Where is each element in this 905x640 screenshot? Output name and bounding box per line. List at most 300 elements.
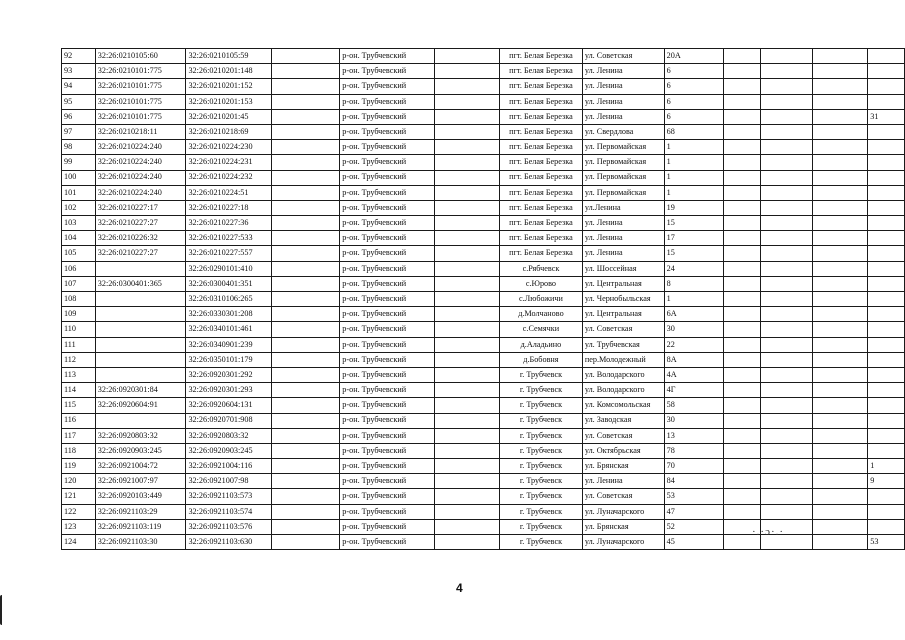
house-number-cell: 17 [664,231,723,246]
blank-cell-3 [724,413,761,428]
blank-cell-3 [724,231,761,246]
settlement-cell: г. Трубчевск [500,398,583,413]
extra-value-cell [868,367,905,382]
table-row [62,322,905,337]
row-number-cell: 104 [62,231,96,246]
extra-value-cell [868,307,905,322]
blank-cell-5 [812,231,867,246]
extra-value-cell [868,140,905,155]
blank-cell-4 [760,49,812,64]
extra-value-cell [868,79,905,94]
settlement-cell: г. Трубчевск [500,413,583,428]
settlement-cell: с.Любожичи [500,292,583,307]
cadastral-number-cell: 32:26:0210201:148 [186,64,272,79]
extra-value-cell [868,504,905,519]
blank-cell-1 [272,49,340,64]
blank-cell-5 [812,367,867,382]
row-number-cell: 92 [62,49,96,64]
blank-cell-3 [724,79,761,94]
blank-cell-5 [812,519,867,534]
old-cadastral-number-cell: 32:26:0210227:17 [95,200,186,215]
house-number-cell: 1 [664,170,723,185]
old-cadastral-number-cell: 32:26:0210101:775 [95,79,186,94]
cadastral-number-cell: 32:26:0290101:410 [186,261,272,276]
blank-cell-5 [812,474,867,489]
district-cell: р-он. Трубчевский [340,155,435,170]
row-number-cell: 118 [62,443,96,458]
table-row [62,292,905,307]
old-cadastral-number-cell [95,261,186,276]
scan-edge-artifact [0,595,5,625]
blank-cell-5 [812,261,867,276]
cadastral-number-cell: 32:26:0921103:576 [186,519,272,534]
street-cell: ул. Трубчевская [582,337,664,352]
settlement-cell: д.Аладьино [500,337,583,352]
blank-cell-4 [760,276,812,291]
blank-cell-1 [272,79,340,94]
property-register-table [61,48,905,550]
street-cell: ул. Комсомольская [582,398,664,413]
blank-cell-3 [724,489,761,504]
blank-cell-4 [760,109,812,124]
extra-value-cell [868,352,905,367]
scan-artifact: ·.·ɔ·.· [752,526,785,538]
old-cadastral-number-cell: 32:26:0921103:30 [95,535,186,550]
cadastral-number-cell: 32:26:0210224:230 [186,140,272,155]
blank-cell-3 [724,216,761,231]
blank-cell-5 [812,124,867,139]
blank-cell-2 [434,474,499,489]
blank-cell-1 [272,398,340,413]
row-number-cell: 99 [62,155,96,170]
cadastral-number-cell: 32:26:0210227:18 [186,200,272,215]
street-cell: пер.Молодежный [582,352,664,367]
blank-cell-4 [760,155,812,170]
street-cell: ул. Ленина [582,109,664,124]
blank-cell-1 [272,413,340,428]
table-row [62,276,905,291]
cadastral-number-cell: 32:26:0920301:292 [186,367,272,382]
blank-cell-2 [434,307,499,322]
blank-cell-1 [272,140,340,155]
blank-cell-2 [434,94,499,109]
blank-cell-3 [724,474,761,489]
blank-cell-2 [434,79,499,94]
table-row [62,216,905,231]
settlement-cell: пгт. Белая Березка [500,246,583,261]
extra-value-cell [868,170,905,185]
old-cadastral-number-cell: 32:26:0210224:240 [95,170,186,185]
blank-cell-2 [434,246,499,261]
district-cell: р-он. Трубчевский [340,322,435,337]
table-row [62,109,905,124]
blank-cell-4 [760,307,812,322]
settlement-cell: д.Бобовня [500,352,583,367]
blank-cell-5 [812,352,867,367]
street-cell: ул. Свердлова [582,124,664,139]
house-number-cell: 6А [664,307,723,322]
street-cell: ул. Первомайская [582,170,664,185]
extra-value-cell: 1 [868,459,905,474]
blank-cell-1 [272,246,340,261]
blank-cell-5 [812,535,867,550]
cadastral-number-cell: 32:26:0921103:630 [186,535,272,550]
extra-value-cell [868,428,905,443]
blank-cell-5 [812,459,867,474]
row-number-cell: 106 [62,261,96,276]
old-cadastral-number-cell: 32:26:0210105:60 [95,49,186,64]
house-number-cell: 8А [664,352,723,367]
blank-cell-4 [760,170,812,185]
house-number-cell: 4А [664,367,723,382]
table-row [62,459,905,474]
blank-cell-1 [272,504,340,519]
house-number-cell: 15 [664,246,723,261]
extra-value-cell [868,519,905,534]
cadastral-number-cell: 32:26:0210218:69 [186,124,272,139]
blank-cell-3 [724,155,761,170]
district-cell: р-он. Трубчевский [340,337,435,352]
blank-cell-3 [724,109,761,124]
table-row [62,185,905,200]
blank-cell-4 [760,337,812,352]
blank-cell-4 [760,200,812,215]
blank-cell-4 [760,443,812,458]
cadastral-number-cell: 32:26:0210224:232 [186,170,272,185]
blank-cell-4 [760,413,812,428]
blank-cell-4 [760,124,812,139]
street-cell: ул. Центральная [582,276,664,291]
old-cadastral-number-cell [95,292,186,307]
street-cell: ул. Первомайская [582,185,664,200]
house-number-cell: 68 [664,124,723,139]
street-cell: ул. Советская [582,428,664,443]
house-number-cell: 30 [664,322,723,337]
blank-cell-4 [760,79,812,94]
district-cell: р-он. Трубчевский [340,474,435,489]
blank-cell-3 [724,307,761,322]
blank-cell-1 [272,459,340,474]
old-cadastral-number-cell: 32:26:0210101:775 [95,64,186,79]
house-number-cell: 22 [664,337,723,352]
table-row [62,307,905,322]
blank-cell-3 [724,428,761,443]
blank-cell-1 [272,383,340,398]
blank-cell-2 [434,459,499,474]
blank-cell-5 [812,489,867,504]
blank-cell-3 [724,443,761,458]
row-number-cell: 107 [62,276,96,291]
street-cell: ул. Первомайская [582,140,664,155]
extra-value-cell: 31 [868,109,905,124]
cadastral-number-cell: 32:26:0920604:131 [186,398,272,413]
row-number-cell: 116 [62,413,96,428]
blank-cell-2 [434,504,499,519]
district-cell: р-он. Трубчевский [340,231,435,246]
table-row [62,383,905,398]
blank-cell-2 [434,367,499,382]
cadastral-number-cell: 32:26:0210224:51 [186,185,272,200]
extra-value-cell [868,383,905,398]
row-number-cell: 110 [62,322,96,337]
street-cell: ул. Ленина [582,246,664,261]
street-cell: ул. Центральная [582,307,664,322]
table-row [62,367,905,382]
cadastral-number-cell: 32:26:0350101:179 [186,352,272,367]
street-cell: ул. Луначарского [582,504,664,519]
settlement-cell: пгт. Белая Березка [500,79,583,94]
blank-cell-3 [724,292,761,307]
district-cell: р-он. Трубчевский [340,519,435,534]
blank-cell-4 [760,261,812,276]
blank-cell-1 [272,535,340,550]
house-number-cell: 15 [664,216,723,231]
extra-value-cell [868,49,905,64]
district-cell: р-он. Трубчевский [340,535,435,550]
table-row [62,413,905,428]
cadastral-number-cell: 32:26:0210224:231 [186,155,272,170]
blank-cell-2 [434,443,499,458]
extra-value-cell [868,398,905,413]
district-cell: р-он. Трубчевский [340,383,435,398]
table-body [62,49,905,550]
cadastral-number-cell: 32:26:0330301:208 [186,307,272,322]
house-number-cell: 1 [664,185,723,200]
district-cell: р-он. Трубчевский [340,367,435,382]
old-cadastral-number-cell [95,367,186,382]
blank-cell-1 [272,292,340,307]
table-row [62,443,905,458]
house-number-cell: 47 [664,504,723,519]
district-cell: р-он. Трубчевский [340,140,435,155]
street-cell: ул. Советская [582,49,664,64]
blank-cell-2 [434,428,499,443]
old-cadastral-number-cell: 32:26:0920301:84 [95,383,186,398]
cadastral-number-cell: 32:26:0210227:533 [186,231,272,246]
blank-cell-3 [724,322,761,337]
blank-cell-5 [812,49,867,64]
old-cadastral-number-cell: 32:26:0210226:32 [95,231,186,246]
old-cadastral-number-cell: 32:26:0210101:775 [95,109,186,124]
street-cell: ул. Советская [582,489,664,504]
cadastral-number-cell: 32:26:0210105:59 [186,49,272,64]
blank-cell-4 [760,246,812,261]
page-number: 4 [456,581,463,595]
blank-cell-2 [434,383,499,398]
table-row [62,474,905,489]
blank-cell-2 [434,140,499,155]
blank-cell-4 [760,140,812,155]
street-cell: ул. Ленина [582,94,664,109]
street-cell: ул. Ленина [582,216,664,231]
cadastral-number-cell: 32:26:0921103:573 [186,489,272,504]
cadastral-number-cell: 32:26:0340101:461 [186,322,272,337]
blank-cell-2 [434,64,499,79]
cadastral-number-cell: 32:26:0210227:36 [186,216,272,231]
extra-value-cell [868,94,905,109]
settlement-cell: пгт. Белая Березка [500,49,583,64]
old-cadastral-number-cell: 32:26:0920103:449 [95,489,186,504]
street-cell: ул. Володарского [582,367,664,382]
blank-cell-2 [434,276,499,291]
table-row [62,49,905,64]
district-cell: р-он. Трубчевский [340,64,435,79]
house-number-cell: 6 [664,94,723,109]
cadastral-number-cell: 32:26:0300401:351 [186,276,272,291]
extra-value-cell [868,443,905,458]
extra-value-cell [868,489,905,504]
house-number-cell: 1 [664,292,723,307]
blank-cell-2 [434,200,499,215]
settlement-cell: г. Трубчевск [500,459,583,474]
old-cadastral-number-cell: 32:26:0210227:27 [95,246,186,261]
extra-value-cell [868,322,905,337]
house-number-cell: 19 [664,200,723,215]
table-row [62,94,905,109]
table-row [62,337,905,352]
old-cadastral-number-cell: 32:26:0210101:775 [95,94,186,109]
blank-cell-3 [724,200,761,215]
blank-cell-5 [812,443,867,458]
district-cell: р-он. Трубчевский [340,413,435,428]
row-number-cell: 93 [62,64,96,79]
blank-cell-4 [760,489,812,504]
house-number-cell: 1 [664,155,723,170]
blank-cell-3 [724,504,761,519]
cadastral-number-cell: 32:26:0920701:908 [186,413,272,428]
blank-cell-5 [812,140,867,155]
blank-cell-3 [724,94,761,109]
table-row [62,428,905,443]
blank-cell-5 [812,413,867,428]
blank-cell-3 [724,383,761,398]
settlement-cell: пгт. Белая Березка [500,64,583,79]
blank-cell-3 [724,124,761,139]
old-cadastral-number-cell [95,352,186,367]
district-cell: р-он. Трубчевский [340,261,435,276]
blank-cell-4 [760,94,812,109]
blank-cell-1 [272,443,340,458]
blank-cell-1 [272,64,340,79]
old-cadastral-number-cell: 32:26:0210224:240 [95,155,186,170]
row-number-cell: 115 [62,398,96,413]
settlement-cell: с.Рябчевск [500,261,583,276]
district-cell: р-он. Трубчевский [340,489,435,504]
cadastral-number-cell: 32:26:0920301:293 [186,383,272,398]
blank-cell-3 [724,246,761,261]
blank-cell-2 [434,185,499,200]
blank-cell-4 [760,504,812,519]
extra-value-cell [868,231,905,246]
table-row [62,398,905,413]
blank-cell-5 [812,428,867,443]
blank-cell-1 [272,337,340,352]
blank-cell-3 [724,459,761,474]
district-cell: р-он. Трубчевский [340,428,435,443]
house-number-cell: 6 [664,109,723,124]
blank-cell-1 [272,109,340,124]
blank-cell-4 [760,398,812,413]
settlement-cell: г. Трубчевск [500,428,583,443]
settlement-cell: с.Юрово [500,276,583,291]
settlement-cell: с.Семячки [500,322,583,337]
row-number-cell: 100 [62,170,96,185]
settlement-cell: г. Трубчевск [500,383,583,398]
blank-cell-2 [434,292,499,307]
district-cell: р-он. Трубчевский [340,292,435,307]
blank-cell-3 [724,276,761,291]
settlement-cell: пгт. Белая Березка [500,185,583,200]
old-cadastral-number-cell: 32:26:0921004:72 [95,459,186,474]
blank-cell-2 [434,170,499,185]
street-cell: ул. Ленина [582,231,664,246]
street-cell: ул. Первомайская [582,155,664,170]
extra-value-cell [868,155,905,170]
row-number-cell: 114 [62,383,96,398]
row-number-cell: 112 [62,352,96,367]
table-row [62,261,905,276]
district-cell: р-он. Трубчевский [340,170,435,185]
row-number-cell: 123 [62,519,96,534]
blank-cell-2 [434,535,499,550]
house-number-cell: 1 [664,140,723,155]
blank-cell-2 [434,489,499,504]
house-number-cell: 8 [664,276,723,291]
blank-cell-4 [760,292,812,307]
street-cell: ул. Луначарского [582,535,664,550]
settlement-cell: г. Трубчевск [500,535,583,550]
blank-cell-4 [760,231,812,246]
house-number-cell: 53 [664,489,723,504]
extra-value-cell [868,261,905,276]
blank-cell-3 [724,352,761,367]
old-cadastral-number-cell: 32:26:0210224:240 [95,185,186,200]
district-cell: р-он. Трубчевский [340,459,435,474]
blank-cell-1 [272,94,340,109]
blank-cell-2 [434,322,499,337]
district-cell: р-он. Трубчевский [340,246,435,261]
blank-cell-5 [812,276,867,291]
settlement-cell: пгт. Белая Березка [500,231,583,246]
old-cadastral-number-cell: 32:26:0920604:91 [95,398,186,413]
settlement-cell: пгт. Белая Березка [500,140,583,155]
blank-cell-3 [724,49,761,64]
extra-value-cell [868,200,905,215]
table-row [62,200,905,215]
settlement-cell: г. Трубчевск [500,519,583,534]
row-number-cell: 120 [62,474,96,489]
settlement-cell: пгт. Белая Березка [500,155,583,170]
row-number-cell: 103 [62,216,96,231]
cadastral-number-cell: 32:26:0340901:239 [186,337,272,352]
blank-cell-2 [434,398,499,413]
blank-cell-5 [812,504,867,519]
street-cell: ул. Заводская [582,413,664,428]
table-row [62,489,905,504]
district-cell: р-он. Трубчевский [340,200,435,215]
blank-cell-5 [812,246,867,261]
blank-cell-5 [812,64,867,79]
district-cell: р-он. Трубчевский [340,276,435,291]
blank-cell-2 [434,216,499,231]
row-number-cell: 121 [62,489,96,504]
blank-cell-3 [724,398,761,413]
street-cell: ул.Ленина [582,200,664,215]
house-number-cell: 45 [664,535,723,550]
district-cell: р-он. Трубчевский [340,49,435,64]
cadastral-number-cell: 32:26:0310106:265 [186,292,272,307]
row-number-cell: 105 [62,246,96,261]
